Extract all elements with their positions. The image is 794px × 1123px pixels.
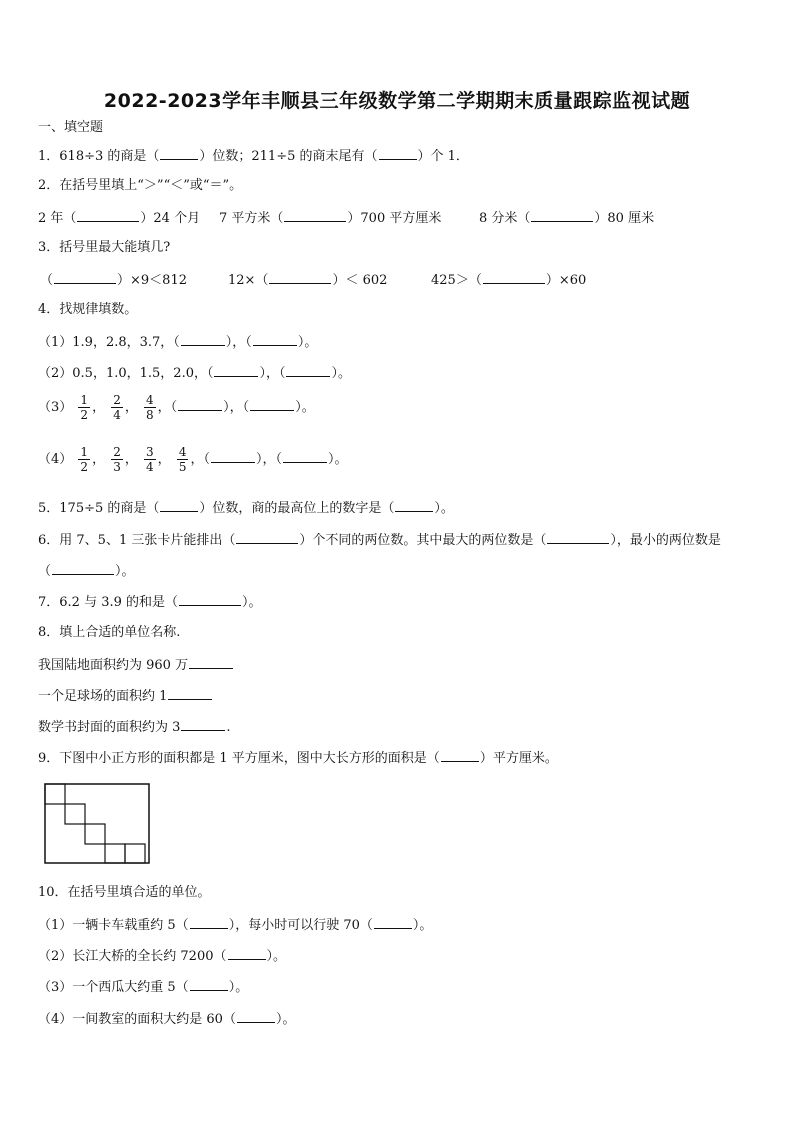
q4-seq3-end: ）。 [295, 400, 315, 415]
q8-item-2-text: 一个足球场的面积约 1 [38, 689, 168, 704]
q4-seq3-label: （3） [38, 400, 73, 415]
q3-item-3-b: ）×60 [545, 273, 587, 288]
q10-item-4 [38, 1009, 295, 1029]
page-title: 2022-2023学年丰顺县三年级数学第二学期期末质量跟踪监视试题 [103, 90, 691, 112]
fraction [78, 445, 90, 474]
q4-seq2-end: ）。 [331, 366, 351, 381]
question-2-heading: 2．在括号里填上“＞”“＜”或“＝”。 [38, 178, 243, 193]
q8-item-3-text: 数学书封面的面积约为 3 [38, 720, 181, 735]
question-10-heading: 10．在括号里填合适的单位。 [38, 885, 211, 900]
q3-blank-1[interactable] [54, 270, 116, 284]
q7-blank-1[interactable] [179, 592, 241, 606]
q4-sequence-2 [38, 363, 351, 383]
comma: ， [124, 400, 138, 415]
q4-seq4-sep: ），（ [255, 452, 282, 467]
denominator: 4 [146, 460, 154, 474]
question-8-heading: 8．填上合适的单位名称. [38, 625, 181, 640]
denominator: 8 [146, 408, 154, 422]
q2-item-1-b: ）24 个月 [140, 211, 201, 226]
question-6 [38, 530, 721, 550]
q6-text-a: 6．用 7、5、1 三张卡片能排出（ [38, 533, 236, 548]
q8-blank-3[interactable] [181, 717, 225, 731]
q6-text-e: ）。 [115, 564, 135, 579]
fraction [111, 445, 123, 474]
q3-item-3 [431, 270, 586, 290]
small-square [45, 784, 65, 804]
numerator: 3 [146, 445, 154, 459]
denominator: 2 [80, 460, 89, 474]
q2-item-2-a: 7 平方米（ [219, 211, 284, 226]
q3-blank-3[interactable] [483, 270, 545, 284]
comma-open: ，（ [190, 452, 210, 467]
q1-text-b: ）位数；211÷5 的商末尾有（ [199, 149, 378, 164]
q3-item-2-a: 12×（ [228, 273, 269, 288]
q4-seq4-end: ）。 [327, 452, 348, 467]
q6-blank-2[interactable] [547, 530, 609, 544]
q4-seq2-text: （2）0.5，1.0，1.5，2.0，（ [38, 366, 214, 381]
q2-item-3 [479, 208, 654, 228]
q8-item-2 [38, 686, 213, 706]
q3-item-3-a: 425＞（ [431, 273, 482, 288]
q3-item-2-b: ）＜ 602 [332, 273, 388, 288]
q4-sequence-1 [38, 332, 317, 352]
denominator: 3 [113, 460, 121, 474]
fraction [144, 393, 156, 422]
q4-seq1-blank-1[interactable] [181, 332, 225, 346]
denominator: 2 [80, 408, 89, 422]
q10-item-3-b: ）。 [228, 980, 249, 995]
question-7 [38, 592, 262, 612]
q8-blank-1[interactable] [189, 655, 233, 669]
q10-blank-2[interactable] [374, 915, 412, 929]
q5-text-c: ）。 [434, 501, 454, 516]
small-square [65, 804, 85, 824]
q2-item-1 [38, 208, 200, 228]
q8-item-3 [38, 717, 231, 737]
q3-item-1-b: ）×9＜812 [117, 273, 187, 288]
q5-blank-2[interactable] [395, 498, 433, 512]
q10-item-4-b: ）。 [275, 1012, 296, 1027]
numerator: 4 [178, 445, 187, 459]
question-4-heading: 4．找规律填数。 [38, 302, 138, 317]
comma-open: ，（ [157, 400, 178, 415]
denominator: 5 [178, 460, 187, 474]
question-3-heading: 3．括号里最大能填几? [38, 240, 171, 255]
q6-text-d: （ [38, 564, 52, 579]
q4-seq1-text: （1）1.9，2.8，3.7，（ [38, 335, 180, 350]
q5-blank-1[interactable] [160, 498, 198, 512]
q10-item-1-c: ）。 [412, 918, 433, 933]
q4-seq1-blank-2[interactable] [253, 332, 297, 346]
comma: ， [92, 400, 106, 415]
q4-seq4-label: （4） [38, 452, 73, 467]
q1-text-a: 1．618÷3 的商是（ [38, 149, 160, 164]
q6-text-b: ）个不同的两位数。其中最大的两位数是（ [299, 533, 547, 548]
small-square [125, 844, 145, 863]
denominator: 4 [113, 408, 121, 422]
fraction [177, 445, 189, 474]
q10-blank-3[interactable] [228, 946, 266, 960]
numerator: 1 [80, 445, 89, 459]
q10-item-3-a: （3）一个西瓜大约重 5（ [38, 980, 189, 995]
q8-item-1 [38, 655, 234, 675]
q2-blank-3[interactable] [531, 208, 593, 222]
q4-seq2-sep: ），（ [259, 366, 286, 381]
q10-blank-1[interactable] [190, 915, 228, 929]
numerator: 4 [146, 393, 154, 407]
numerator: 2 [113, 393, 121, 407]
q6-text-c: ），最小的两位数是 [610, 533, 721, 548]
q10-item-2-b: ）。 [266, 949, 287, 964]
q2-item-3-a: 8 分米（ [479, 211, 531, 226]
q4-seq3-blank-2[interactable] [250, 397, 294, 411]
q4-seq1-end: ）。 [297, 335, 318, 350]
q4-seq2-blank-1[interactable] [214, 363, 258, 377]
q2-item-1-a: 2 年（ [38, 211, 77, 226]
q2-item-2 [219, 208, 441, 228]
q10-item-2-a: （2）长江大桥的全长约 7200（ [38, 949, 227, 964]
fraction [111, 393, 123, 422]
q8-blank-2[interactable] [168, 686, 212, 700]
q3-item-2 [228, 270, 387, 290]
q5-text-a: 5．175÷5 的商是（ [38, 501, 160, 516]
q2-item-3-b: ）80 厘米 [594, 211, 655, 226]
fraction [144, 445, 156, 474]
q10-item-2 [38, 946, 286, 966]
q2-blank-1[interactable] [77, 208, 139, 222]
q4-seq3-blank-1[interactable] [178, 397, 222, 411]
comma: ， [92, 452, 106, 467]
q10-item-3 [38, 977, 248, 997]
small-square [105, 844, 125, 863]
section-heading: 一、填空题 [38, 120, 104, 135]
q9-text-b: ）平方厘米。 [479, 751, 558, 766]
q4-seq4-blank-1[interactable] [211, 449, 255, 463]
q1-text-c: ）个 1． [417, 149, 469, 164]
q10-item-1-b: ），每小时可以行驶 70（ [228, 918, 373, 933]
numerator: 2 [113, 445, 121, 459]
q1-blank-2[interactable] [379, 146, 417, 160]
q4-sequence-4 [38, 443, 348, 477]
q10-blank-4[interactable] [190, 977, 228, 991]
q3-item-1 [40, 270, 187, 290]
q5-text-b: ）位数，商的最高位上的数字是（ [199, 501, 395, 516]
q9-text-a: 9．下图中小正方形的面积都是 1 平方厘米，图中大长方形的面积是（ [38, 751, 440, 766]
q1-blank-1[interactable] [160, 146, 198, 160]
q4-seq1-sep: ），（ [225, 335, 252, 350]
q9-blank-1[interactable] [441, 748, 479, 762]
question-5 [38, 498, 454, 518]
q8-item-1-text: 我国陆地面积约为 960 万 [38, 658, 189, 673]
q4-seq2-blank-2[interactable] [286, 363, 330, 377]
fraction [78, 393, 90, 422]
q10-item-1 [38, 915, 432, 935]
q6-blank-1[interactable] [236, 530, 298, 544]
small-square [85, 824, 105, 844]
q4-sequence-3 [38, 391, 315, 425]
q10-blank-5[interactable] [237, 1009, 275, 1023]
q2-item-2-b: ）700 平方厘米 [347, 211, 442, 226]
comma: ， [157, 452, 171, 467]
q7-text-b: ）。 [242, 595, 262, 610]
comma: ， [124, 452, 138, 467]
q7-text-a: 7．6.2 与 3.9 的和是（ [38, 595, 179, 610]
q2-blank-2[interactable] [284, 208, 346, 222]
rectangle-squares-figure [44, 783, 152, 865]
question-1 [38, 146, 469, 166]
q4-seq4-blank-2[interactable] [283, 449, 327, 463]
question-6-cont [38, 561, 135, 581]
q4-seq3-sep: ），（ [223, 400, 250, 415]
numerator: 1 [80, 393, 89, 407]
q3-item-1-a: （ [40, 273, 54, 288]
question-9 [38, 748, 558, 768]
q10-item-1-a: （1）一辆卡车载重约 5（ [38, 918, 189, 933]
q3-blank-2[interactable] [269, 270, 331, 284]
q10-item-4-a: （4）一间教室的面积大约是 60（ [38, 1012, 236, 1027]
q8-item-3-end: . [226, 720, 231, 735]
q6-blank-3[interactable] [52, 561, 114, 575]
